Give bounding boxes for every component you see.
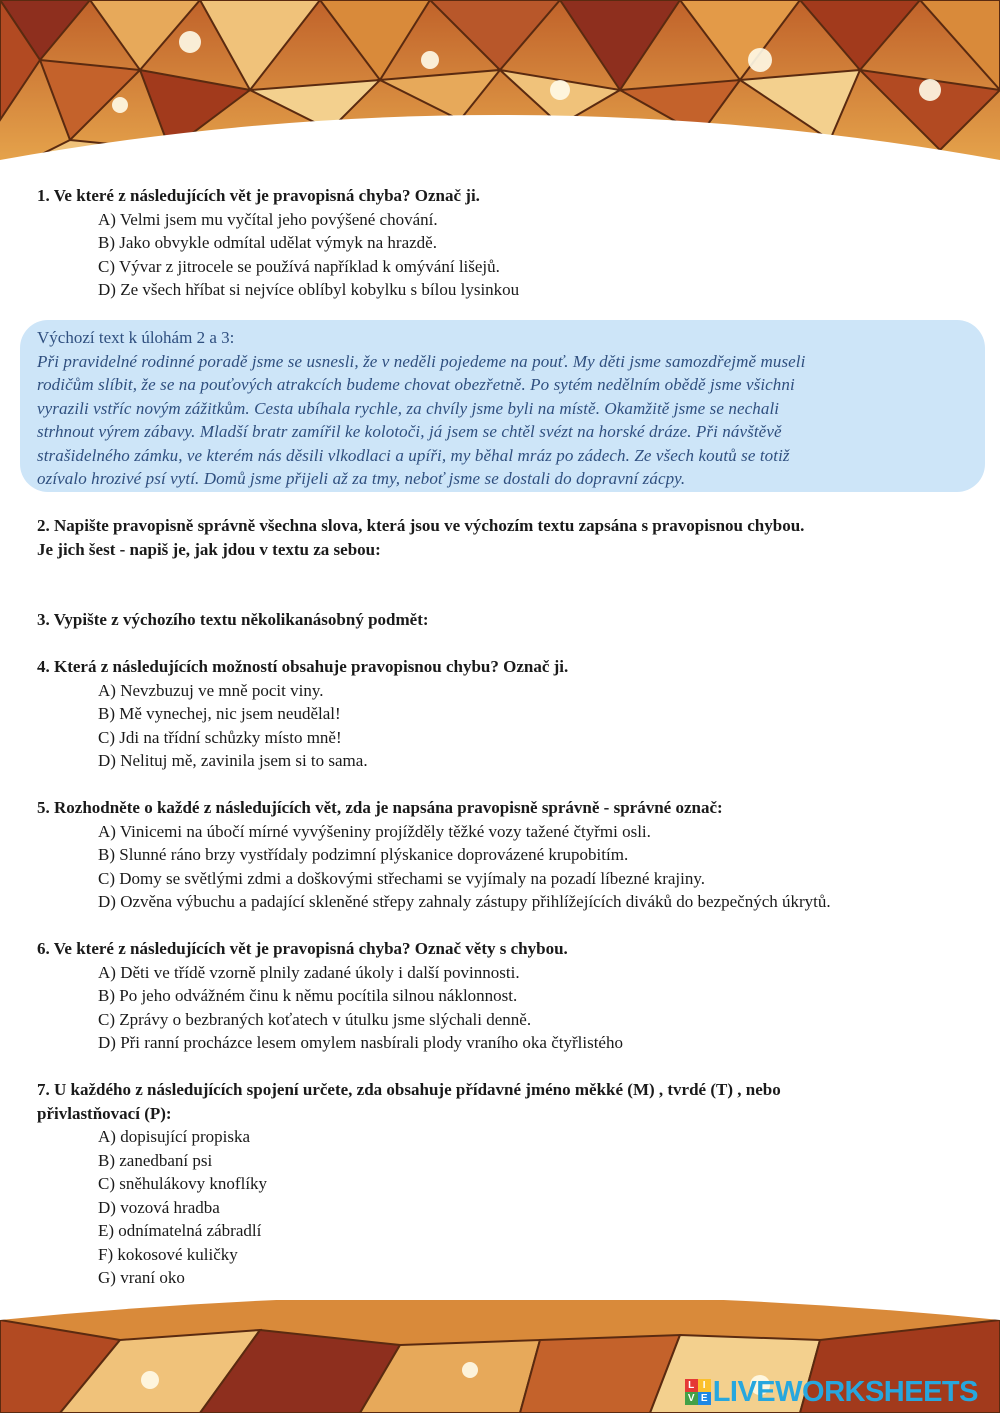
question-6-option-d[interactable]: D) Při ranní procházce lesem omylem nasbírali plody vraního oka čtyřlistého [98,1033,623,1052]
question-6-block [37,937,987,1055]
question-5-option-a[interactable]: A) Vinicemi na úbočí mírné vyvýšeniny projížděly těžké vozy tažené čtyřmi osli. [98,821,651,841]
source-text-line-1: Při pravidelné rodinné poradě jsme se usnesli, že v neděli pojedeme na pouť. My děti jsme samozdřejmě museli [37,351,806,371]
source-text-title: Výchozí text k úlohám 2 a 3: [37,328,235,347]
source-text-line-4: strhnout výrem zábavy. Mladší bratr zamířil ke kolotoči, já jsem se chtěl svézt na horské dráze. Při návštěvě [37,422,782,441]
question-4-title: 4. Která z následujících možností obsahuje pravopisnou chybu? Označ ji. [37,657,569,676]
source-text-line-5: strašidelného zámku, ve kterém nás děsili vlkodlaci a upíři, my běhal mráz po zádech. Ze všech koutů se totiž [37,445,790,465]
question-1-option-b[interactable]: B) Jako obvykle odmítal udělat výmyk na hrazdě. [98,233,437,252]
question-3-title: 3. Vypište z výchozího textu několikanásobný podmět: [37,610,429,629]
question-4-option-a[interactable]: A) Nevzbuzuj ve mně pocit viny. [98,680,324,700]
question-4-option-b[interactable]: B) Mě vynechej, nic jsem neudělal! [98,704,341,723]
question-1-title: 1. Ve které z následujících vět je pravopisná chyba? Označ ji. [37,186,480,205]
question-6-option-c[interactable]: C) Zprávy o bezbraných koťatech v útulku jsme slýchali denně. [98,1009,532,1029]
question-7-option-a[interactable]: A) dopisující propiska [98,1127,251,1146]
question-1-option-d[interactable]: D) Ze všech hříbat si nejvíce oblíbyl kobylku s bílou lysinkou [98,280,520,299]
source-text-line-6: ozívalo hrozivé psí vytí. Domů jsme přijeli až za tmy, neboť jsme se dostali do dopravní zácpy. [37,469,686,488]
question-1-option-a[interactable]: A) Velmi jsem mu vyčítal jeho povýšené chování. [98,209,438,229]
source-text-line-3: vyrazili vstříc novým zážitkům. Cesta ubíhala rychle, za chvíly jsme byli na místě. Okamžitě jsme se nechali [37,398,780,418]
question-2-title-line-2: Je jich šest - napiš je, jak jdou v textu za sebou: [37,539,381,559]
logo-letter-e: E [698,1392,711,1405]
question-5-option-d[interactable]: D) Ozvěna výbuchu a padající skleněné střepy zahnaly zástupy přihlížejících diváků do bezpečných úkrytů. [98,892,831,911]
question-6-option-a[interactable]: A) Děti ve třídě vzorně plnily zadané úkoly i další povinnosti. [98,962,520,982]
question-5-option-c[interactable]: C) Domy se světlými zdmi a doškovými střechami se vyjímaly na pozadí líbezné krajiny. [98,868,705,888]
question-7-title-line-1: 7. U každého z následujících spojení určete, zda obsahuje přídavné jméno měkké (M) , tvrdé (T) , nebo [37,1080,781,1099]
question-7-option-g[interactable]: G) vraní oko [98,1268,185,1287]
stained-glass-header-decoration [0,0,1000,175]
logo-letter-v: V [685,1392,698,1405]
logo-letter-l: L [685,1379,698,1392]
liveworksheets-logo-text: LIVEWORKSHEETS [712,1375,978,1408]
question-7-option-b[interactable]: B) zanedbaní psi [98,1150,213,1170]
question-4-block [37,655,987,773]
question-7-option-f[interactable]: F) kokosové kuličky [98,1244,238,1264]
liveworksheets-logo-icon [685,1379,711,1405]
liveworksheets-logo [685,1375,978,1409]
question-2-title-line-1: 2. Napište pravopisně správně všechna slova, která jsou ve výchozím textu zapsána s pravopisnou chybou. [37,516,805,535]
question-1-block [37,184,987,302]
question-1-option-c[interactable]: C) Vývar z jitrocele se používá například k omývání lišejů. [98,256,500,276]
question-7-title-line-2: přivlastňovací (P): [37,1103,172,1123]
question-6-title: 6. Ve které z následujících vět je pravopisná chyba? Označ věty s chybou. [37,939,568,958]
logo-letter-i: I [698,1379,711,1392]
question-4-option-d[interactable]: D) Nelituj mě, zavinila jsem si to sama. [98,751,368,770]
question-7-block [37,1078,987,1290]
question-5-option-b[interactable]: B) Slunné ráno brzy vystřídaly podzimní plýskanice doprovázené krupobitím. [98,845,629,864]
source-text-line-2: rodičům slíbit, že se na pouťových atrakcích budeme chovat obezřetně. Po sytém nedělním obědě jsme všichni [37,375,795,394]
question-7-option-e[interactable]: E) odnímatelná zábradlí [98,1221,262,1240]
question-5-block [37,796,987,914]
question-3-block [37,608,987,632]
question-5-title: 5. Rozhodněte o každé z následujících vět, zda je napsána pravopisně správně - správné označ: [37,798,723,817]
source-text-content [37,326,982,491]
question-7-option-c[interactable]: C) sněhulákovy knoflíky [98,1174,268,1193]
question-6-option-b[interactable]: B) Po jeho odvážném činu k němu pocítila silnou náklonnost. [98,986,518,1005]
question-2-block [37,514,987,561]
question-4-option-c[interactable]: C) Jdi na třídní schůzky místo mně! [98,727,342,747]
question-7-option-d[interactable]: D) vozová hradba [98,1197,220,1217]
